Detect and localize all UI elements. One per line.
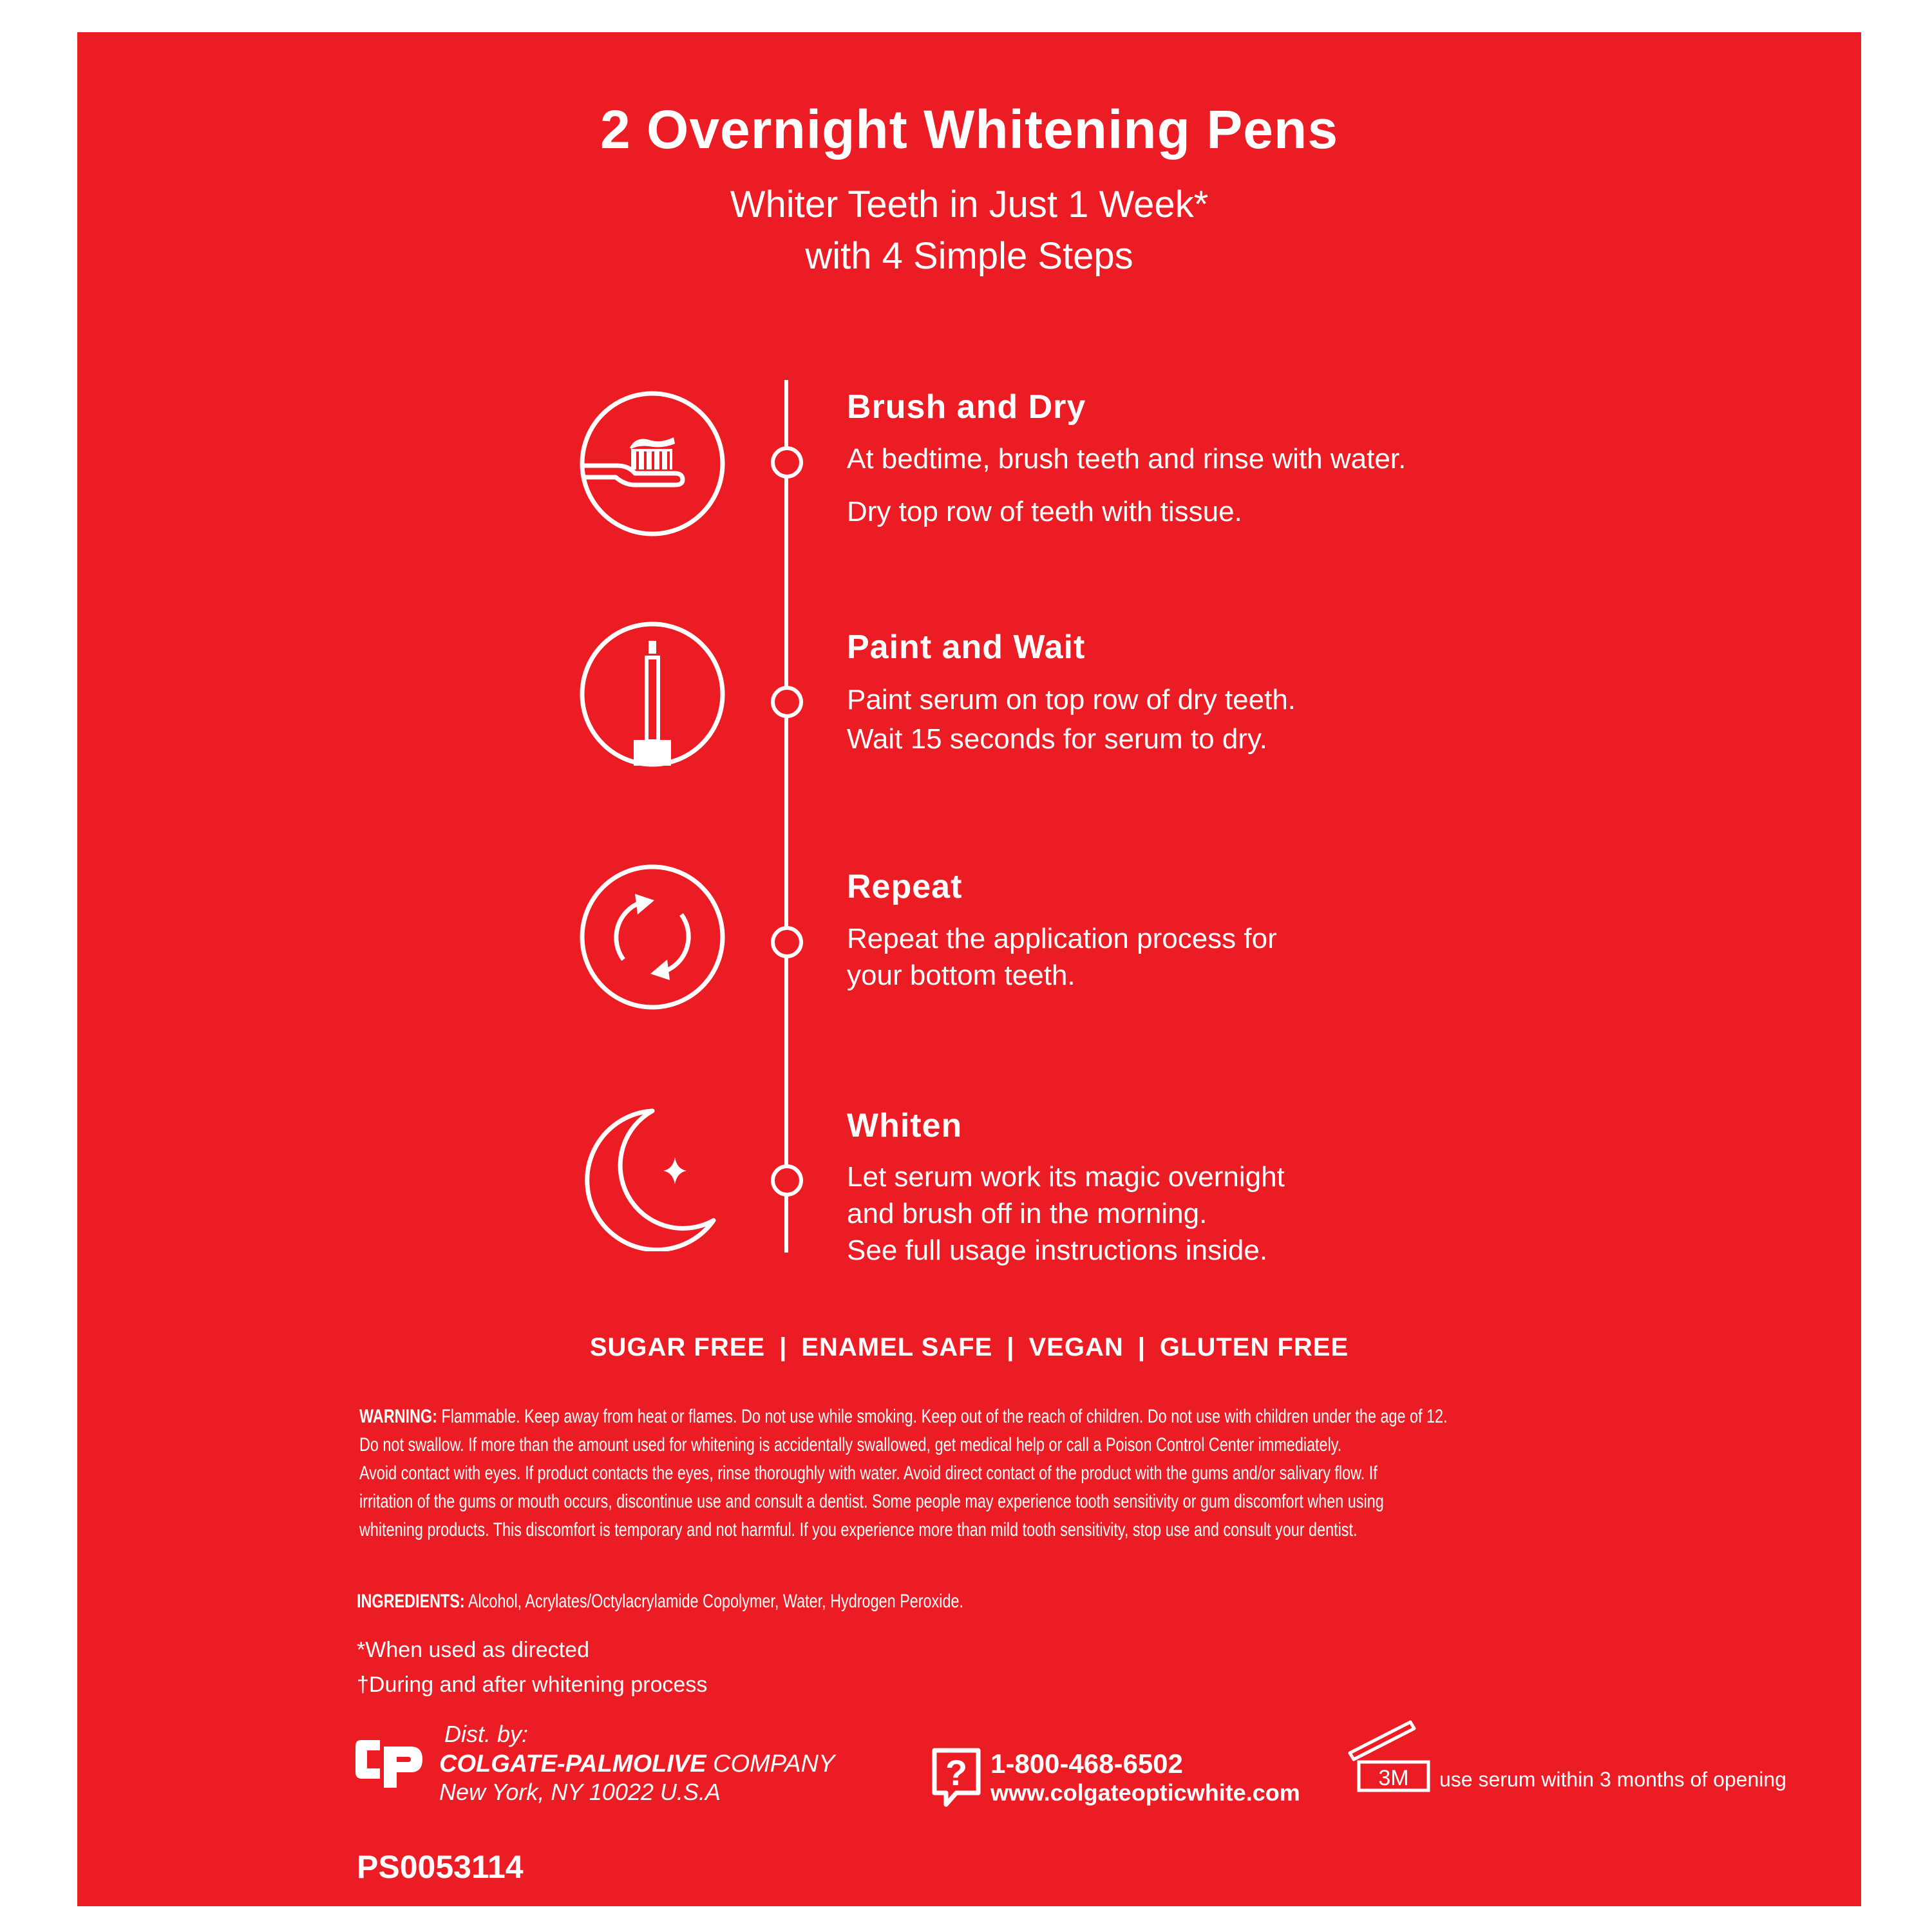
step-text: Repeat the application process for — [847, 923, 1277, 954]
warning-line: irritation of the gums or mouth occurs, discontinue use and consult a dentist. Some people may experience tooth sensitivity or gum discomfort when using — [359, 1491, 1384, 1512]
footnote: *When used as directed — [357, 1638, 589, 1662]
product-panel — [77, 32, 1861, 1906]
timeline-dot — [771, 686, 803, 718]
subtitle-line-1: Whiter Teeth in Just 1 Week* — [730, 184, 1209, 225]
repeat-arrows-icon — [578, 863, 726, 1011]
phone-number: 1-800-468-6502 — [990, 1748, 1183, 1779]
subtitle — [77, 179, 1861, 282]
ingredients — [357, 1591, 963, 1613]
step-text: Let serum work its magic overnight — [847, 1161, 1285, 1193]
claim-separator: | — [1137, 1333, 1146, 1361]
whitening-pen-icon — [578, 620, 726, 768]
footnote: †During and after whitening process — [357, 1672, 708, 1697]
claim: ENAMEL SAFE — [801, 1333, 993, 1361]
toothbrush-icon — [578, 390, 726, 538]
steps-timeline — [784, 380, 788, 1253]
warning-line: Do not swallow. If more than the amount used for whitening is accidentally swallowed, get medical help or call a Poison Control Center immediately. — [359, 1434, 1342, 1455]
open-jar-icon — [1346, 1718, 1436, 1795]
product-claims — [77, 1333, 1861, 1362]
ingredients-text: Alcohol, Acrylates/Octylacrylamide Copolymer, Water, Hydrogen Peroxide. — [468, 1591, 963, 1612]
step-text: Paint serum on top row of dry teeth. — [847, 684, 1296, 715]
step-text: Dry top row of teeth with tissue. — [847, 496, 1242, 527]
question-box-icon — [931, 1747, 982, 1808]
distributed-by-label: Dist. by: — [444, 1721, 529, 1747]
claim: GLUTEN FREE — [1159, 1333, 1349, 1361]
step-title-whiten: Whiten — [847, 1107, 963, 1144]
company-name — [439, 1750, 835, 1778]
product-code: PS0053114 — [357, 1849, 524, 1885]
moon-star-icon — [578, 1103, 726, 1251]
warning-line: Avoid contact with eyes. If product contacts the eyes, rinse thoroughly with water. Avoid direct contact of the product with the gums and/or salivary flow. If — [359, 1463, 1378, 1484]
page-title: 2 Overnight Whitening Pens — [600, 99, 1339, 160]
company-name-bold: COLGATE-PALMOLIVE — [439, 1750, 706, 1777]
step-title-repeat: Repeat — [847, 868, 963, 905]
step-text: See full usage instructions inside. — [847, 1235, 1268, 1266]
pao-text: use serum within 3 months of opening — [1439, 1768, 1786, 1791]
website-url: www.colgateopticwhite.com — [990, 1779, 1300, 1806]
claim: SUGAR FREE — [589, 1333, 766, 1361]
subtitle-line-2: with 4 Simple Steps — [805, 235, 1133, 277]
step-title-brush-and-dry: Brush and Dry — [847, 388, 1086, 426]
svg-text:?: ? — [945, 1752, 968, 1793]
pao-symbol-text: 3M — [1378, 1766, 1409, 1790]
warning-text — [359, 1403, 1595, 1544]
company-address: New York, NY 10022 U.S.A — [439, 1779, 721, 1805]
step-text: Wait 15 seconds for serum to dry. — [847, 723, 1267, 755]
claim-separator: | — [779, 1333, 788, 1361]
claim: VEGAN — [1028, 1333, 1124, 1361]
colgate-palmolive-logo — [354, 1738, 425, 1789]
warning-line: whitening products. This discomfort is temporary and not harmful. If you experience more than mild tooth sensitivity, stop use and consult your dentist. — [359, 1519, 1358, 1540]
warning-label: WARNING: — [359, 1406, 437, 1427]
claim-separator: | — [1007, 1333, 1015, 1361]
step-title-paint-and-wait: Paint and Wait — [847, 629, 1086, 666]
step-text: and brush off in the morning. — [847, 1198, 1208, 1229]
step-text: At bedtime, brush teeth and rinse with water. — [847, 443, 1406, 475]
timeline-dot — [771, 1164, 803, 1197]
ingredients-label: INGREDIENTS: — [357, 1591, 465, 1612]
step-text: your bottom teeth. — [847, 960, 1075, 991]
timeline-dot — [771, 926, 803, 958]
company-name-rest: COMPANY — [706, 1750, 835, 1777]
warning-line: Flammable. Keep away from heat or flames. Do not use while smoking. Keep out of the reach of children. Do not use with children under the age of 12. — [441, 1406, 1448, 1427]
timeline-dot — [771, 446, 803, 478]
